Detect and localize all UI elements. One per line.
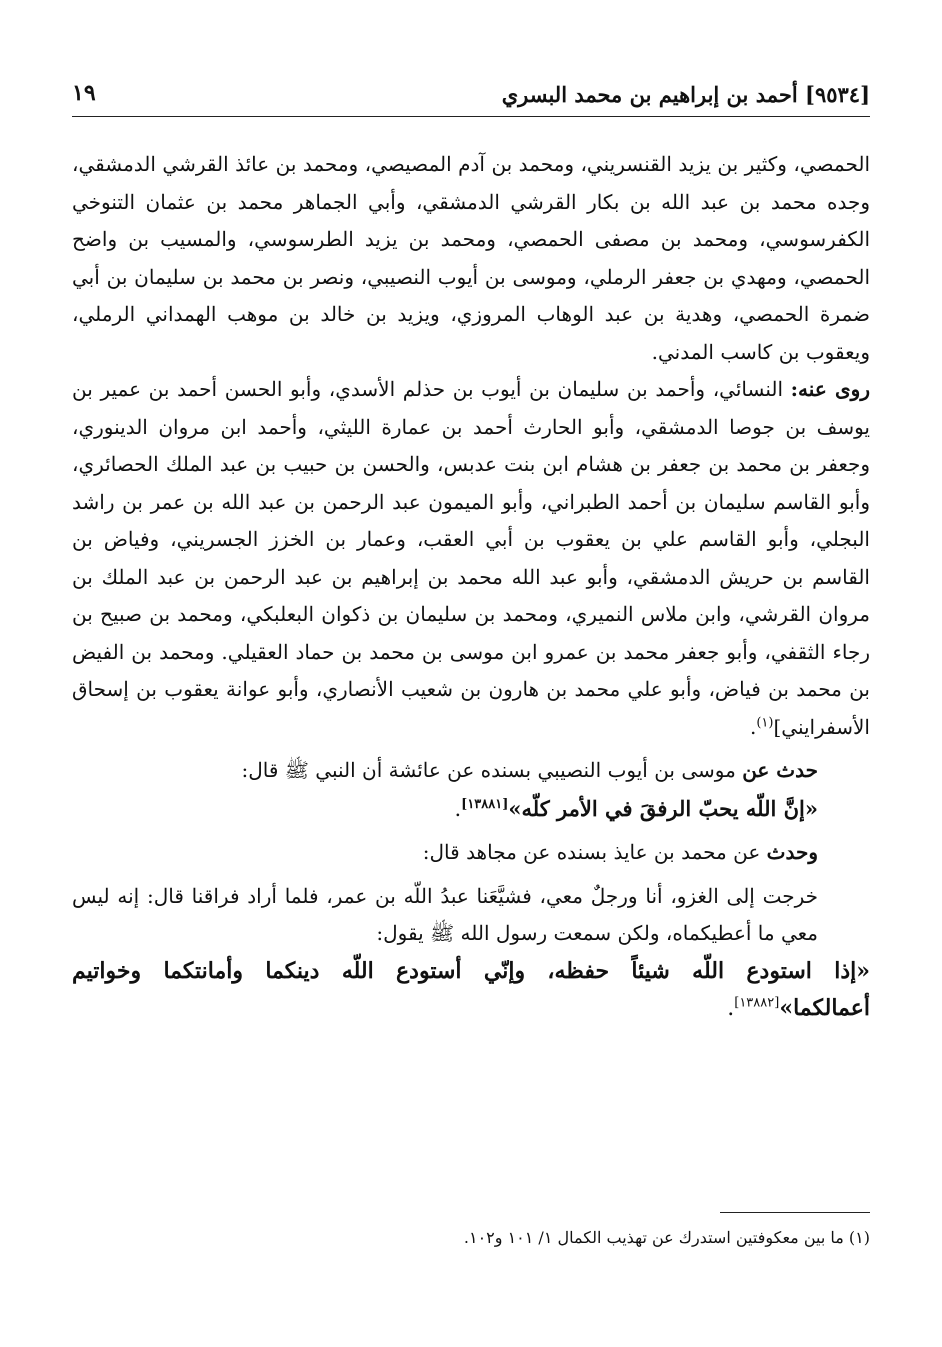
narrated-by-label: روى عنه: — [790, 377, 870, 401]
running-title: [٩٥٣٤] أحمد بن إبراهيم بن محمد البسري — [501, 82, 870, 107]
hadith1-lead: حدث عن — [742, 758, 818, 782]
hadith2-end-mark: . — [727, 996, 735, 1021]
hadith1-intro-text: موسى بن أيوب النصيبي بسنده عن عائشة أن النبي ﷺ قال: — [241, 758, 743, 782]
hadith2-intro-text: عن محمد بن عايذ بسنده عن مجاهد قال: — [422, 840, 767, 864]
paragraph-end-mark: . — [749, 714, 757, 739]
hadith1-number: [١٣٨٨١] — [461, 796, 509, 812]
hadith2-quote: «إذا استودع اللّه شيئاً حفظه، وإنّي أستودع اللّه دينكما وأمانتكما وخواتيم أعمالكما» — [72, 957, 870, 1021]
paragraph-teachers — [72, 146, 870, 371]
paragraph-teachers-text: الحمصي، وكثير بن يزيد القنسريني، ومحمد بن آدم المصيصي، ومحمد بن عائذ القرشي الدمشقي، وجده محمد بن عبد الله بن بكار القرشي الدمشقي، وأبي الجماهر محمد بن عثمان التنوخي الكفرسوسي، ومحمد بن مصفى الحمصي، ومحمد بن يزيد الطرسوسي، والمسيب بن واضح الحمصي، ومهدي بن جعفر الرملي، وموسى بن أيوب النصيبي، ونصر بن محمد بن سليمان بن أبي ضمرة الحمصي، وهدية بن عبد الوهاب المروزي، ويزيد بن خالد بن موهب الهمداني الرملي، ويعقوب بن كاسب المدني. — [72, 152, 871, 364]
hadith2-narrative — [72, 878, 870, 953]
hadith2-text — [72, 953, 870, 1028]
hadith1-quote: «إنَّ اللّه يحبّ الرفقَ في الأمر كلّه» — [508, 795, 818, 821]
footnote-divider — [720, 1212, 870, 1213]
page-number: ١٩ — [72, 80, 96, 106]
hadith1-text — [72, 790, 870, 829]
hadith2-narrative-text: خرجت إلى الغزو، أنا ورجلٌ معي، فشيَّعَنا عبدُ اللّه بن عمر، فلما أراد فراقنا قال: إنه ليس معي ما أعطيكماه، ولكن سمعت رسول الله ﷺ يقول: — [72, 883, 818, 945]
main-text — [72, 146, 870, 1028]
hadith2-intro — [72, 834, 870, 872]
paragraph-students-text: النسائي، وأحمد بن سليمان بن أيوب بن حذلم الأسدي، وأبو الحسن أحمد بن عمير بن يوسف بن جوصا الدمشقي، وأبو الحارث أحمد بن عمارة الليثي، وأحمد ابن مروان الدينوري، وجعفر بن محمد بن جعفر بن هشام ابن بنت عدبس، والحسن بن حبيب بن عبد الملك الحصائري، وأبو القاسم سليمان بن أحمد الطبراني، وأبو الميمون عبد الرحمن بن عبد الله بن عمر بن راشد البجلي، وأبو القاسم علي بن يعقوب بن أبي العقب، وعمار بن الخزز الجسريني، وفياض بن القاسم بن حريش الدمشقي، وأبو عبد الله محمد بن إبراهيم بن عبد الرحمن بن عبد الملك بن مروان القرشي، وابن ملاس النميري، ومحمد بن سليمان بن ذكوان البعلبكي، ومحمد بن صبيح بن رجاء الثقفي، وأبو جعفر محمد بن عمرو ابن موسى بن محمد بن حماد العقيلي. ومحمد بن الفيض بن محمد بن فياض، وأبو علي محمد بن هارون بن شعيب الأنصاري، وأبو عوانة يعقوب بن إسحاق الأسفرايني] — [72, 377, 871, 739]
hadith1-end-mark: . — [454, 796, 462, 821]
footnote-reference: (١) — [756, 714, 774, 730]
footnote: (١) ما بين معكوفتين استدرك عن تهذيب الكمال ١/ ١٠١ و١٠٢. — [463, 1228, 870, 1247]
hadith2-lead: وحدث — [766, 840, 818, 864]
page-header — [72, 70, 870, 117]
hadith2-number: [١٣٨٨٢] — [734, 995, 780, 1011]
hadith1-intro — [72, 752, 870, 790]
paragraph-students — [72, 371, 870, 746]
